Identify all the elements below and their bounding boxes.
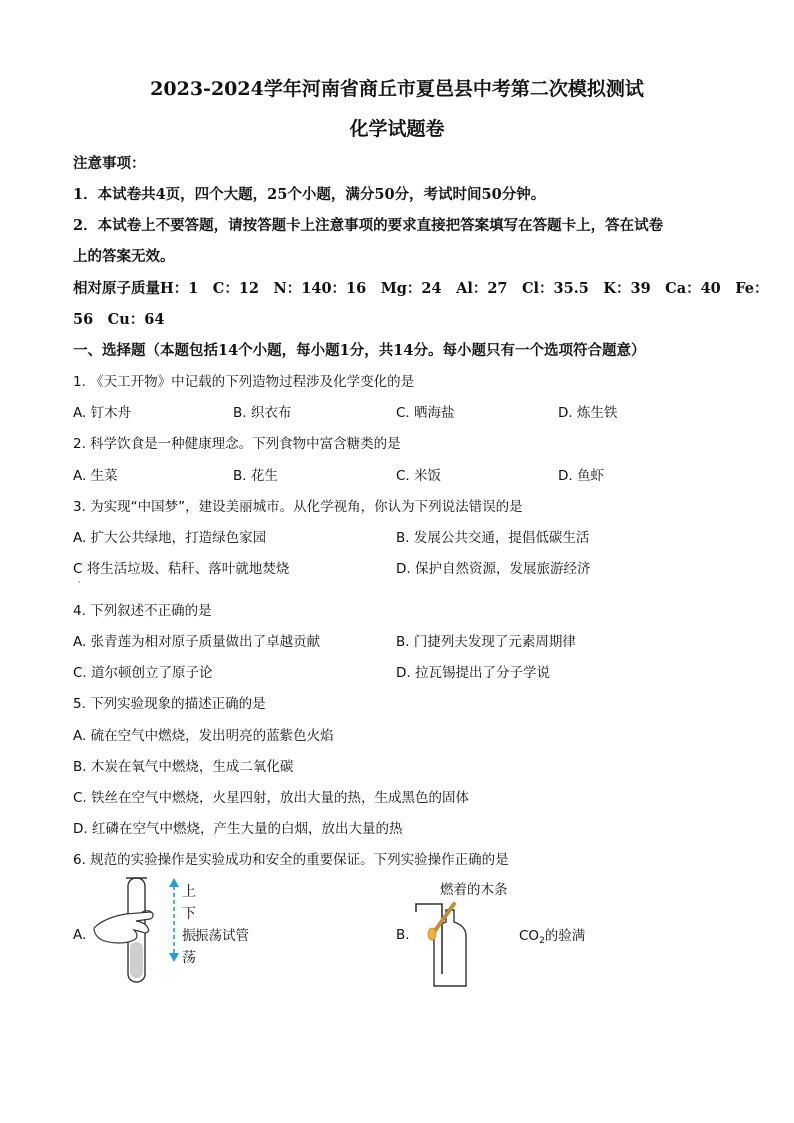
question-1-option-a[interactable]: A. 钉木舟 — [73, 405, 132, 421]
question-4-option-b[interactable]: B. 门捷列夫发现了元素周期律 — [396, 634, 576, 650]
question-5-option-a[interactable]: A. 硫在空气中燃烧，发出明亮的蓝紫色火焰 — [73, 728, 334, 744]
page-subtitle: 化学试题卷 — [349, 118, 445, 140]
question-2-option-b[interactable]: B. 花生 — [233, 468, 278, 484]
stray-dot-mark: · — [78, 578, 81, 587]
label-swing-char: 荡 — [182, 950, 196, 966]
notice-item-2-line-2: 上的答案无效。 — [73, 248, 175, 265]
atomic-masses-line-1: 相对原子质量H：1 C：12 N：140：16 Mg：24 Al：27 Cl：35.5 K：39 Ca：40 Fe： — [73, 280, 769, 297]
question-1-option-c[interactable]: C. 晒海盐 — [396, 405, 455, 421]
question-4-option-c[interactable]: C. 道尔顿创立了原子论 — [73, 665, 213, 681]
question-1-option-d[interactable]: D. 炼生铁 — [558, 405, 618, 421]
question-4-option-d[interactable]: D. 拉瓦锡提出了分子学说 — [396, 665, 550, 681]
question-5-option-c[interactable]: C. 铁丝在空气中燃烧，火星四射，放出大量的热，生成黑色的固体 — [73, 790, 470, 806]
section-heading: 一、选择题（本题包括14个小题，每小题1分，共14分。每小题只有一个选项符合题意） — [73, 342, 646, 359]
question-1-option-b[interactable]: B. 织衣布 — [233, 405, 292, 421]
question-5-option-b[interactable]: B. 木炭在氧气中燃烧，生成二氧化碳 — [73, 759, 294, 775]
question-2-option-a[interactable]: A. 生菜 — [73, 468, 118, 484]
atomic-masses-line-2: 56 Cu：64 — [73, 311, 165, 328]
question-3-option-d[interactable]: D. 保护自然资源，发展旅游经济 — [396, 561, 591, 577]
test-tube-shaking-figure — [90, 872, 290, 992]
question-2-option-c[interactable]: C. 米饭 — [396, 468, 442, 484]
notice-item-2-line-1: 2．本试卷上不要答题，请按答题卡上注意事项的要求直接把答案填写在答题卡上，答在试卷 — [73, 217, 664, 234]
question-4-stem: 4. 下列叙述不正确的是 — [73, 603, 212, 619]
question-2-stem: 2. 科学饮食是一种健康理念。下列食物中富含糖类的是 — [73, 436, 401, 452]
burning-stick-label: 燃着的木条 — [440, 882, 508, 898]
question-6-option-a[interactable]: A. — [73, 927, 87, 943]
question-6-option-b[interactable]: B. — [396, 927, 410, 943]
question-1-stem: 1. 《天工开物》中记载的下列造物过程涉及化学变化的是 — [73, 374, 415, 390]
question-3-option-b[interactable]: B. 发展公共交通，提倡低碳生活 — [396, 530, 590, 546]
figure-b-caption: $CO_2$的验满 — [519, 928, 586, 946]
question-6-stem: 6. 规范的实验操作是实验成功和安全的重要保证。下列实验操作正确的是 — [73, 852, 509, 868]
page-title: 2023-2024学年河南省商丘市夏邑县中考第二次模拟测试 — [150, 78, 644, 100]
label-shake-char: 振 — [182, 928, 196, 944]
figure-a-caption: 振荡试管 — [195, 928, 249, 944]
question-5-option-d[interactable]: D. 红磷在空气中燃烧，产生大量的白烟，放出大量的热 — [73, 821, 403, 837]
question-3-stem: 3. 为实现“中国梦”，建设美丽城市。从化学视角，你认为下列说法错误的是 — [73, 499, 523, 515]
question-3-option-c[interactable]: C 将生活垃圾、秸秆、落叶就地焚烧 — [73, 561, 290, 577]
notice-heading: 注意事项： — [73, 155, 146, 172]
gas-bottle-icon — [434, 910, 466, 986]
question-2-option-d[interactable]: D. 鱼虾 — [558, 468, 604, 484]
notice-item-1: 1．本试卷共4页，四个大题，25个小题，满分50分，考试时间50分钟。 — [73, 186, 546, 203]
label-down: 下 — [182, 906, 196, 922]
question-4-option-a[interactable]: A. 张青莲为相对原子质量做出了卓越贡献 — [73, 634, 321, 650]
label-up: 上 — [182, 884, 196, 900]
question-5-stem: 5. 下列实验现象的描述正确的是 — [73, 696, 266, 712]
co2-check-figure — [410, 874, 630, 994]
question-3-option-a[interactable]: A. 扩大公共绿地，打造绿色家园 — [73, 530, 267, 546]
